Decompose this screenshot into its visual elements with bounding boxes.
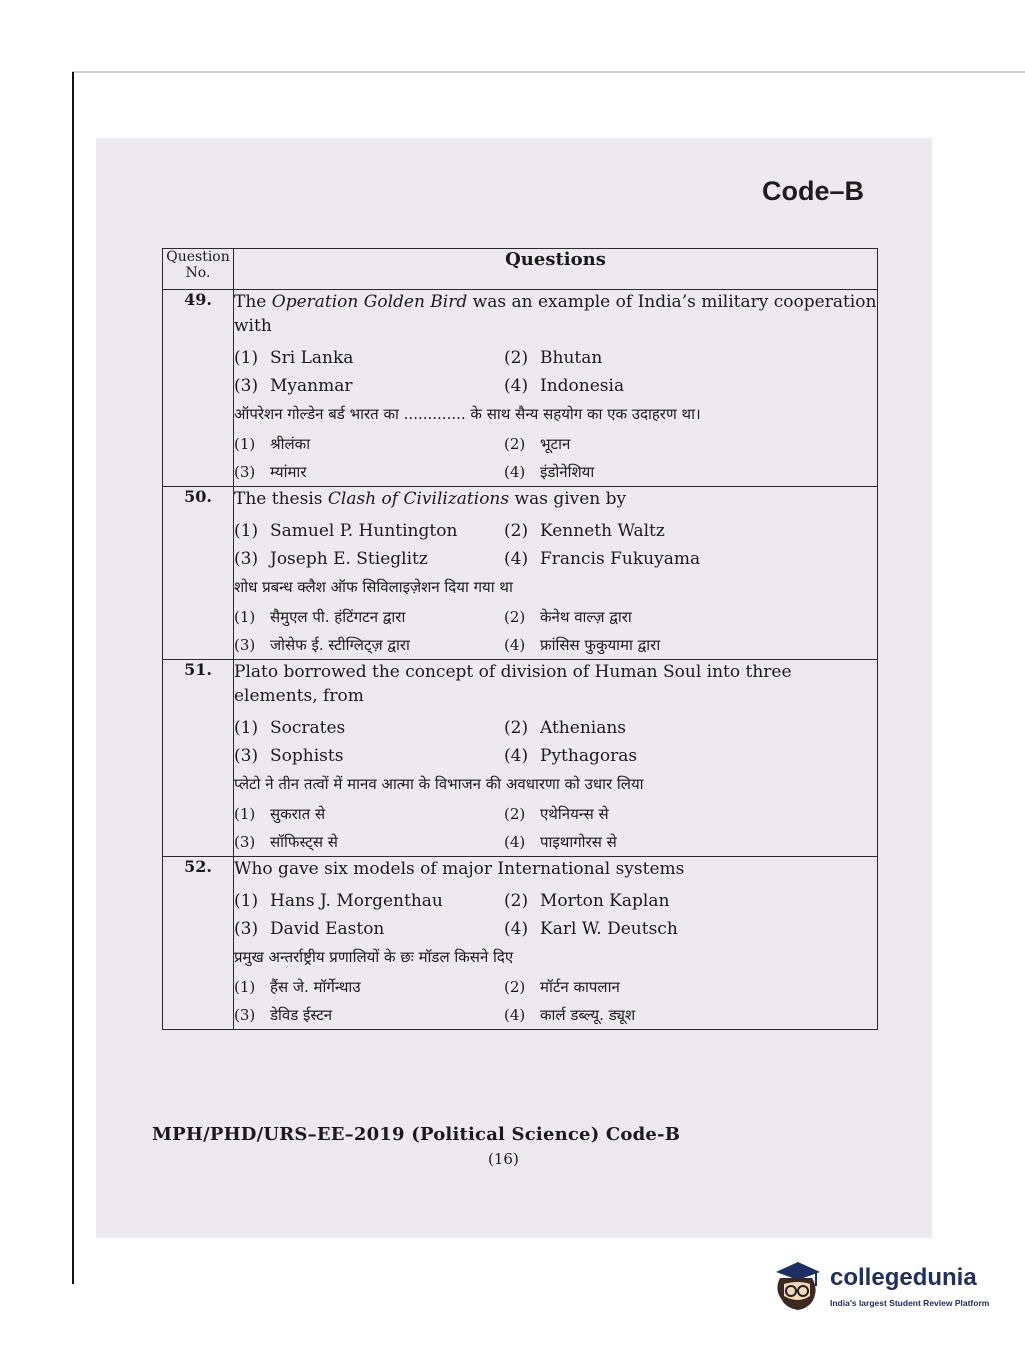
option-number: (4) xyxy=(504,746,529,766)
option-number: (3) xyxy=(234,746,259,766)
options-row-hindi xyxy=(234,800,877,828)
option-number: (3) xyxy=(234,833,256,851)
option-text: म्यांमार xyxy=(270,463,307,481)
answer-option xyxy=(504,915,774,943)
option-text: कार्ल डब्ल्यू. ड्यूश xyxy=(540,1006,636,1024)
answer-option xyxy=(504,742,774,770)
option-number: (3) xyxy=(234,636,256,654)
options-row-hindi xyxy=(234,828,877,856)
answer-option xyxy=(234,344,504,372)
options-row-english xyxy=(234,545,877,573)
option-text: एथेनियन्स से xyxy=(540,805,609,823)
option-text: Kenneth Waltz xyxy=(540,521,665,541)
option-number: (3) xyxy=(234,1006,256,1024)
option-text: Joseph E. Stieglitz xyxy=(270,549,428,569)
option-number: (1) xyxy=(234,718,259,738)
answer-option xyxy=(504,1001,774,1029)
option-text: Samuel P. Huntington xyxy=(270,521,458,541)
option-number: (3) xyxy=(234,463,256,481)
question-stem-hindi: ऑपरेशन गोल्डेन बर्ड भारत का ............. के साथ सैन्य सहयोग का एक उदाहरण था। xyxy=(234,405,701,423)
option-number: (2) xyxy=(504,435,526,453)
option-number: (1) xyxy=(234,435,256,453)
answer-option xyxy=(234,828,504,856)
option-text: Myanmar xyxy=(270,376,353,396)
option-number: (4) xyxy=(504,919,529,939)
question-table xyxy=(162,248,878,1030)
option-number: (3) xyxy=(234,376,259,396)
answer-option xyxy=(234,800,504,828)
code-header: Code–B xyxy=(762,176,865,206)
collegedunia-logo xyxy=(772,1258,1002,1318)
scan-left-edge xyxy=(72,72,74,1284)
options-row-english xyxy=(234,915,877,943)
answer-option xyxy=(504,430,774,458)
option-text: डेविड ईस्टन xyxy=(270,1006,333,1024)
answer-option xyxy=(234,973,504,1001)
question-stem-hindi: प्लेटो ने तीन तत्वों में मानव आत्मा के विभाजन की अवधारणा को उधार लिया xyxy=(234,775,644,793)
answer-option xyxy=(504,631,774,659)
question-rows xyxy=(163,290,878,1030)
student-mascot-icon xyxy=(772,1260,824,1316)
option-text: इंडोनेशिया xyxy=(540,463,595,481)
stem-text: Who gave six models of major International systems xyxy=(234,859,685,879)
option-number: (1) xyxy=(234,521,259,541)
answer-option xyxy=(234,631,504,659)
stem-text: The xyxy=(234,292,272,312)
question-number: 49. xyxy=(163,290,234,487)
answer-option xyxy=(234,517,504,545)
answer-option xyxy=(504,372,774,400)
options-row-hindi xyxy=(234,603,877,631)
option-number: (1) xyxy=(234,348,259,368)
answer-option xyxy=(504,887,774,915)
answer-option xyxy=(234,430,504,458)
options-row-english xyxy=(234,344,877,372)
option-number: (4) xyxy=(504,636,526,654)
answer-option xyxy=(234,545,504,573)
question-body xyxy=(234,660,878,857)
option-number: (2) xyxy=(504,978,526,996)
option-text: David Easton xyxy=(270,919,385,939)
options-row-hindi xyxy=(234,631,877,659)
option-number: (4) xyxy=(504,1006,526,1024)
question-stem-english xyxy=(234,857,877,881)
answer-option xyxy=(234,603,504,631)
question-row xyxy=(163,487,878,660)
option-number: (4) xyxy=(504,549,529,569)
option-text: Hans J. Morgenthau xyxy=(270,891,443,911)
option-text: Indonesia xyxy=(540,376,625,396)
option-text: Pythagoras xyxy=(540,746,638,766)
answer-option xyxy=(504,714,774,742)
option-text: Bhutan xyxy=(540,348,603,368)
question-number: 51. xyxy=(163,660,234,857)
option-number: (2) xyxy=(504,608,526,626)
question-body xyxy=(234,857,878,1030)
stem-text: was an example of India’s military cooperation with xyxy=(234,292,877,336)
option-number: (1) xyxy=(234,891,259,911)
answer-option xyxy=(234,458,504,486)
option-number: (3) xyxy=(234,919,259,939)
logo-wordmark: collegedunia xyxy=(830,1264,977,1291)
options-row-english xyxy=(234,517,877,545)
option-text: भूटान xyxy=(540,435,571,453)
column-header-questions: Questions xyxy=(234,249,878,290)
answer-option xyxy=(234,372,504,400)
question-number: 52. xyxy=(163,857,234,1030)
option-number: (2) xyxy=(504,348,529,368)
option-number: (4) xyxy=(504,833,526,851)
option-number: (4) xyxy=(504,463,526,481)
page-number: (16) xyxy=(488,1150,519,1168)
option-text: श्रीलंका xyxy=(270,435,311,453)
exam-footer: MPH/PHD/URS–EE–2019 (Political Science) Code-B xyxy=(152,1124,681,1145)
stem-text: Plato borrowed the concept of division of Human Soul into three elements, from xyxy=(234,662,792,706)
options-row-hindi xyxy=(234,1001,877,1029)
answer-option xyxy=(504,458,774,486)
option-text: Sri Lanka xyxy=(270,348,354,368)
question-body xyxy=(234,487,878,660)
option-text: सैमुएल पी. हंटिंगटन द्वारा xyxy=(270,608,406,626)
option-number: (2) xyxy=(504,805,526,823)
question-body xyxy=(234,290,878,487)
option-text: फ्रांसिस फुकुयामा द्वारा xyxy=(540,636,661,654)
option-text: Socrates xyxy=(270,718,346,738)
question-stem-hindi: शोध प्रबन्ध क्लैश ऑफ सिविलाइज़ेशन दिया गया था xyxy=(234,578,513,596)
options-row-english xyxy=(234,372,877,400)
option-text: Karl W. Deutsch xyxy=(540,919,678,939)
option-number: (1) xyxy=(234,608,256,626)
question-stem-english xyxy=(234,290,877,338)
option-number: (3) xyxy=(234,549,259,569)
answer-option xyxy=(504,973,774,1001)
options-row-hindi xyxy=(234,430,877,458)
options-row-english xyxy=(234,887,877,915)
option-text: हैंस जे. मॉर्गेन्थाउ xyxy=(270,978,361,996)
option-text: मॉर्टन कापलान xyxy=(540,978,620,996)
option-number: (4) xyxy=(504,376,529,396)
stem-text: The thesis xyxy=(234,489,328,509)
option-text: केनेथ वाल्ज़ द्वारा xyxy=(540,608,632,626)
answer-option xyxy=(504,828,774,856)
option-text: Athenians xyxy=(540,718,627,738)
answer-option xyxy=(504,517,774,545)
question-row xyxy=(163,290,878,487)
column-header-question-no: Question No. xyxy=(163,249,234,290)
option-text: पाइथागोरस से xyxy=(540,833,617,851)
question-number: 50. xyxy=(163,487,234,660)
option-number: (2) xyxy=(504,521,529,541)
option-number: (1) xyxy=(234,978,256,996)
stem-text: was given by xyxy=(509,489,627,509)
answer-option xyxy=(504,545,774,573)
option-number: (2) xyxy=(504,718,529,738)
answer-option xyxy=(234,742,504,770)
answer-option xyxy=(504,603,774,631)
stem-italic-term: Operation Golden Bird xyxy=(271,292,468,312)
scan-top-edge xyxy=(72,71,1025,73)
option-text: सॉफिस्ट्स से xyxy=(270,833,338,851)
options-row-hindi xyxy=(234,973,877,1001)
answer-option xyxy=(234,887,504,915)
options-row-english xyxy=(234,714,877,742)
answer-option xyxy=(234,915,504,943)
option-text: जोसेफ ई. स्टीग्लिट्ज़ द्वारा xyxy=(270,636,410,654)
table-header-row xyxy=(163,249,878,290)
question-stem-hindi: प्रमुख अन्तर्राष्ट्रीय प्रणालियों के छः मॉडल किसने दिए xyxy=(234,948,514,966)
answer-option xyxy=(234,1001,504,1029)
options-row-hindi xyxy=(234,458,877,486)
options-row-english xyxy=(234,742,877,770)
option-text: Morton Kaplan xyxy=(540,891,670,911)
option-number: (2) xyxy=(504,891,529,911)
stem-italic-term: Clash of Civilizations xyxy=(327,489,510,509)
question-row xyxy=(163,857,878,1030)
question-stem-english xyxy=(234,487,877,511)
answer-option xyxy=(234,714,504,742)
answer-option xyxy=(504,344,774,372)
option-number: (1) xyxy=(234,805,256,823)
answer-option xyxy=(504,800,774,828)
logo-tagline: India's largest Student Review Platform xyxy=(830,1298,990,1308)
option-text: Francis Fukuyama xyxy=(540,549,701,569)
question-row xyxy=(163,660,878,857)
option-text: सुकरात से xyxy=(270,805,326,823)
option-text: Sophists xyxy=(270,746,344,766)
question-stem-english xyxy=(234,660,877,708)
